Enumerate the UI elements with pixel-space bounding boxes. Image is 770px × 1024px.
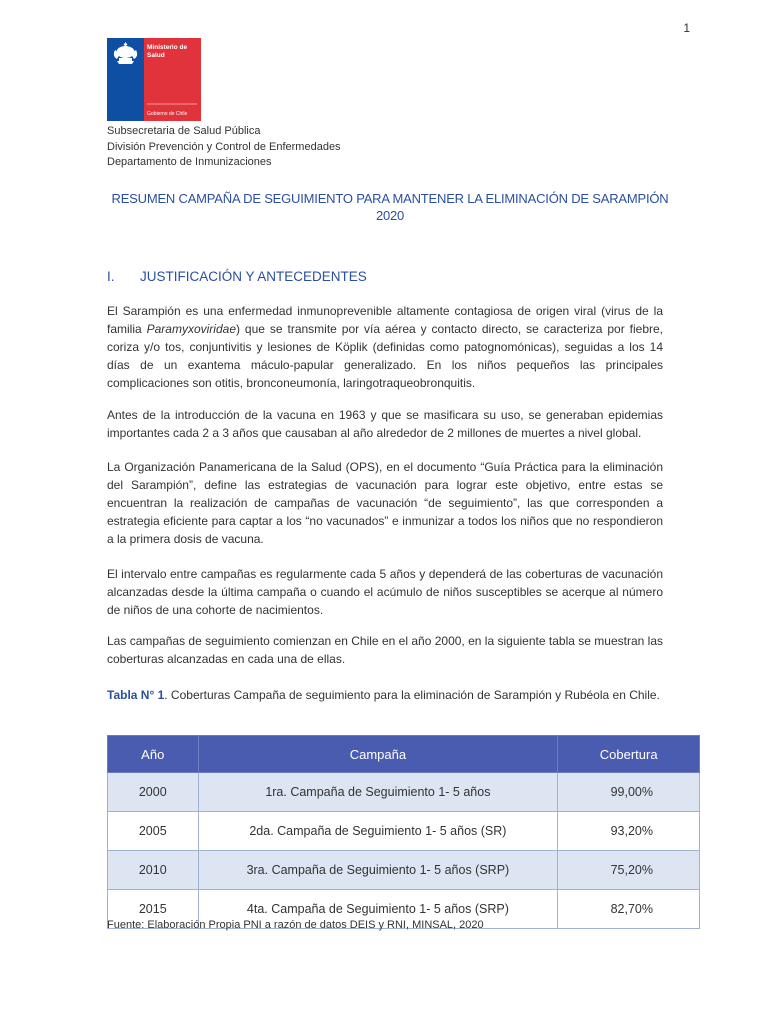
table-caption (107, 686, 667, 704)
ministry-logo (107, 38, 201, 121)
header-line: Departamento de Inmunizaciones (107, 156, 272, 168)
title-line2: 2020 (375, 208, 405, 223)
cell-coverage: 82,70% (558, 890, 700, 929)
table-caption-label: Tabla N° 1 (107, 688, 165, 702)
logo-ministry-line2: Salud (147, 52, 165, 59)
header-coverage: Cobertura (558, 736, 700, 773)
cell-coverage: 93,20% (558, 812, 700, 851)
cell-year: 2015 (108, 890, 199, 929)
table-header-row (108, 736, 700, 773)
cell-campaign: 1ra. Campaña de Seguimiento 1- 5 años (198, 773, 558, 812)
document-title (100, 190, 680, 224)
paragraph-2: Antes de la introducción de la vacuna en 1963 y que se masificara su uso, se generaban epidemias importantes cada 2 a 3 años que causaban al año alrededor de 2 millones de muertes a nivel global. (107, 408, 663, 440)
header-line: División Prevención y Control de Enfermedades (107, 140, 341, 153)
logo-government: Gobierno de Chile (147, 111, 188, 117)
table-row (108, 812, 700, 851)
cell-coverage: 99,00% (558, 773, 700, 812)
paragraph-5: Las campañas de seguimiento comienzan en Chile en el año 2000, en la siguiente tabla se muestran las coberturas alcanzadas en cada una de ellas. (107, 634, 663, 666)
title-line1: RESUMEN CAMPAÑA DE SEGUIMIENTO PARA MANTENER LA ELIMINACIÓN DE SARAMPIÓN (111, 191, 669, 206)
cell-campaign: 4ta. Campaña de Seguimiento 1- 5 años (SRP) (198, 890, 558, 929)
cell-year: 2005 (108, 812, 199, 851)
department-header (107, 124, 341, 171)
cell-campaign: 3ra. Campaña de Seguimiento 1- 5 años (SRP) (198, 851, 558, 890)
cell-campaign: 2da. Campaña de Seguimiento 1- 5 años (SR) (198, 812, 558, 851)
logo-ministry-line1: Ministerio de (147, 44, 188, 51)
coverage-table (107, 735, 700, 929)
paragraph-1: El Sarampión es una enfermedad inmunoprevenible altamente contagiosa de origen viral (virus de la familia Paramyxoviridae) que se transmite por vía aérea y contacto directo, se caracteriza por fiebre, coriza y/o tos, conjuntivitis y lesiones de Köplik (definidas como patognomónicas), seguidas a los 14 días de un exantema máculo-papular generalizado. En los niños pequeños las principales complicaciones son otitis, bronconeumonía, laringotraqueobronquitis. (107, 304, 664, 390)
table-row (108, 773, 700, 812)
section-number: I. (107, 269, 115, 284)
table-source: Fuente: Elaboración Propia PNI a razón de datos DEIS y RNI, MINSAL, 2020 (107, 919, 484, 931)
cell-year: 2000 (108, 773, 199, 812)
cell-year: 2010 (108, 851, 199, 890)
header-line: Subsecretaria de Salud Pública (107, 125, 261, 137)
table-caption-text: . Coberturas Campaña de seguimiento para la eliminación de Sarampión y Rubéola en Chile. (164, 688, 660, 702)
cell-coverage: 75,20% (558, 851, 700, 890)
paragraph-4: El intervalo entre campañas es regularmente cada 5 años y dependerá de las coberturas de vacunación alcanzadas desde la última campaña o cuando el acúmulo de niños susceptibles se acerque al número de niños de una cohorte de nacimientos. (107, 567, 663, 617)
table-row (108, 851, 700, 890)
page-number: 1 (683, 21, 690, 35)
virus-family-name: Paramyxoviridae (146, 322, 236, 336)
paragraph-3: La Organización Panamericana de la Salud (OPS), en el documento “Guía Práctica para la eliminación del Sarampión”, define las estrategias de vacunación para lograr este objetivo, entre estas se encuentran la realización de campañas de vacunación “de seguimiento”, las que corresponden a estrategia eficiente para captar a los “no vacunados” e inmunizar a todos los niños que no respondieron a la primera dosis de vacuna. (107, 460, 663, 546)
section-heading (107, 269, 367, 284)
section-title: JUSTIFICACIÓN Y ANTECEDENTES (140, 269, 367, 284)
header-campaign: Campaña (198, 736, 558, 773)
header-year: Año (108, 736, 199, 773)
